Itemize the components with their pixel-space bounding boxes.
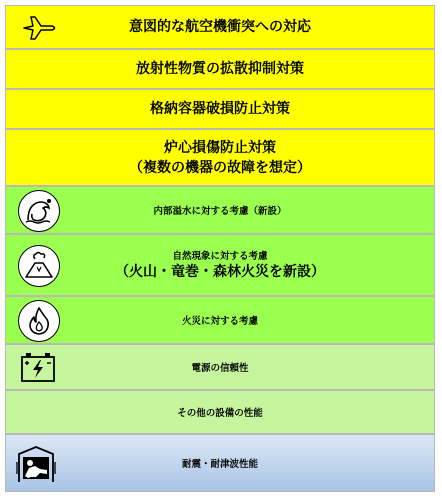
- row-label-line2: （複数の機器の故障を想定）: [129, 159, 311, 176]
- row-label: 放射性物質の拡散抑制対策: [136, 61, 304, 77]
- row-label: 格納容器破損防止対策: [150, 101, 290, 117]
- airplane-icon: [20, 8, 60, 48]
- row-label: 意図的な航空機衝突への対応: [129, 19, 311, 35]
- row-fire: [5, 296, 435, 344]
- flood-icon: [18, 190, 60, 232]
- row-seismic-tsunami: [5, 434, 435, 492]
- row-natural-phenomena: [5, 234, 435, 296]
- row-power-reliability: [5, 344, 435, 390]
- row-label: その他の設備の性能: [177, 408, 263, 419]
- fire-icon: [18, 300, 60, 342]
- volcano-icon: [18, 245, 60, 287]
- row-aircraft-collision: [5, 5, 435, 49]
- row-radioactive-diffusion: [5, 49, 435, 89]
- row-internal-flooding: [5, 186, 435, 234]
- row-label: 火災に対する考慮: [181, 316, 258, 327]
- row-containment-failure: [5, 89, 435, 129]
- row-other-equipment: [5, 390, 435, 434]
- row-label: 電源の信頼性: [191, 363, 249, 374]
- row-label-line1: 炉心損傷防止対策: [164, 139, 276, 156]
- row-label-line1: 自然現象に対する考慮: [172, 251, 268, 262]
- battery-icon: [18, 348, 58, 388]
- row-core-damage: [5, 129, 435, 186]
- row-label: 耐震・耐津波性能: [181, 459, 258, 470]
- row-label-line2: （火山・竜巻・森林火災を新設）: [115, 264, 325, 280]
- row-label: 内部溢水に対する考慮（新設）: [153, 206, 287, 217]
- earthquake-icon: [16, 444, 56, 484]
